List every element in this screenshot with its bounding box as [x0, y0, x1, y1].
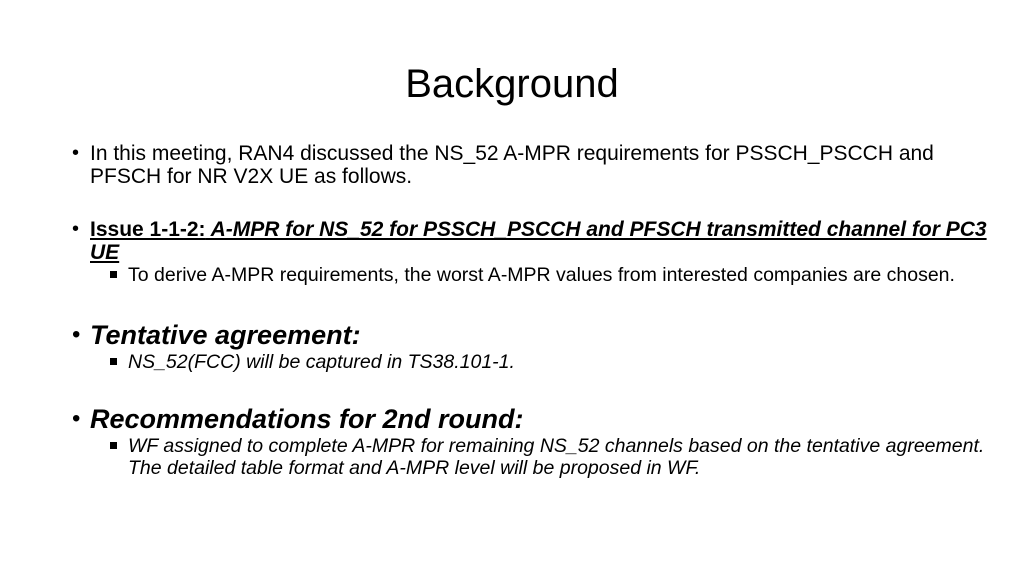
bullet-tentative-agreement — [72, 319, 1007, 351]
sub-bullet-tentative — [72, 351, 1007, 373]
slide-title: Background — [405, 62, 619, 106]
sub-bullet-recommendations-text: WF assigned to complete A-MPR for remaining NS_52 channels based on the tentative agreement. The detailed table format and A-MPR level will be proposed in WF. — [128, 435, 985, 479]
bullet-meeting-summary — [72, 142, 1007, 188]
sub-bullet-recommendations — [72, 435, 1007, 479]
square-bullet-icon — [110, 358, 117, 365]
issue-label-wrap — [90, 218, 987, 264]
issue-label: Issue 1-1-2: — [90, 218, 206, 241]
square-bullet-icon — [110, 271, 117, 278]
recommendations-heading: Recommendations for 2nd round: — [90, 404, 524, 434]
issue-title: A-MPR for NS_52 for PSSCH_PSCCH and PFSCH transmitted channel for PC3 UE — [90, 218, 987, 264]
square-bullet-icon — [110, 442, 117, 449]
bullet-dot-icon: • — [72, 321, 81, 348]
bullet-dot-icon: • — [72, 142, 80, 164]
bullet-dot-icon: • — [72, 218, 80, 240]
bullet-meeting-summary-text: In this meeting, RAN4 discussed the NS_52 A-MPR requirements for PSSCH_PSCCH and PFSCH for NR V2X UE as follows. — [90, 142, 934, 188]
bullet-dot-icon: • — [72, 405, 81, 432]
sub-bullet-issue — [72, 264, 1007, 286]
bullet-issue — [72, 218, 1007, 264]
sub-bullet-issue-text: To derive A-MPR requirements, the worst A-MPR values from interested companies are chosen. — [128, 264, 955, 286]
bullet-recommendations — [72, 403, 1007, 435]
tentative-agreement-heading: Tentative agreement: — [90, 320, 361, 350]
slide-content — [72, 142, 1007, 479]
sub-bullet-tentative-text: NS_52(FCC) will be captured in TS38.101-1. — [128, 351, 515, 373]
